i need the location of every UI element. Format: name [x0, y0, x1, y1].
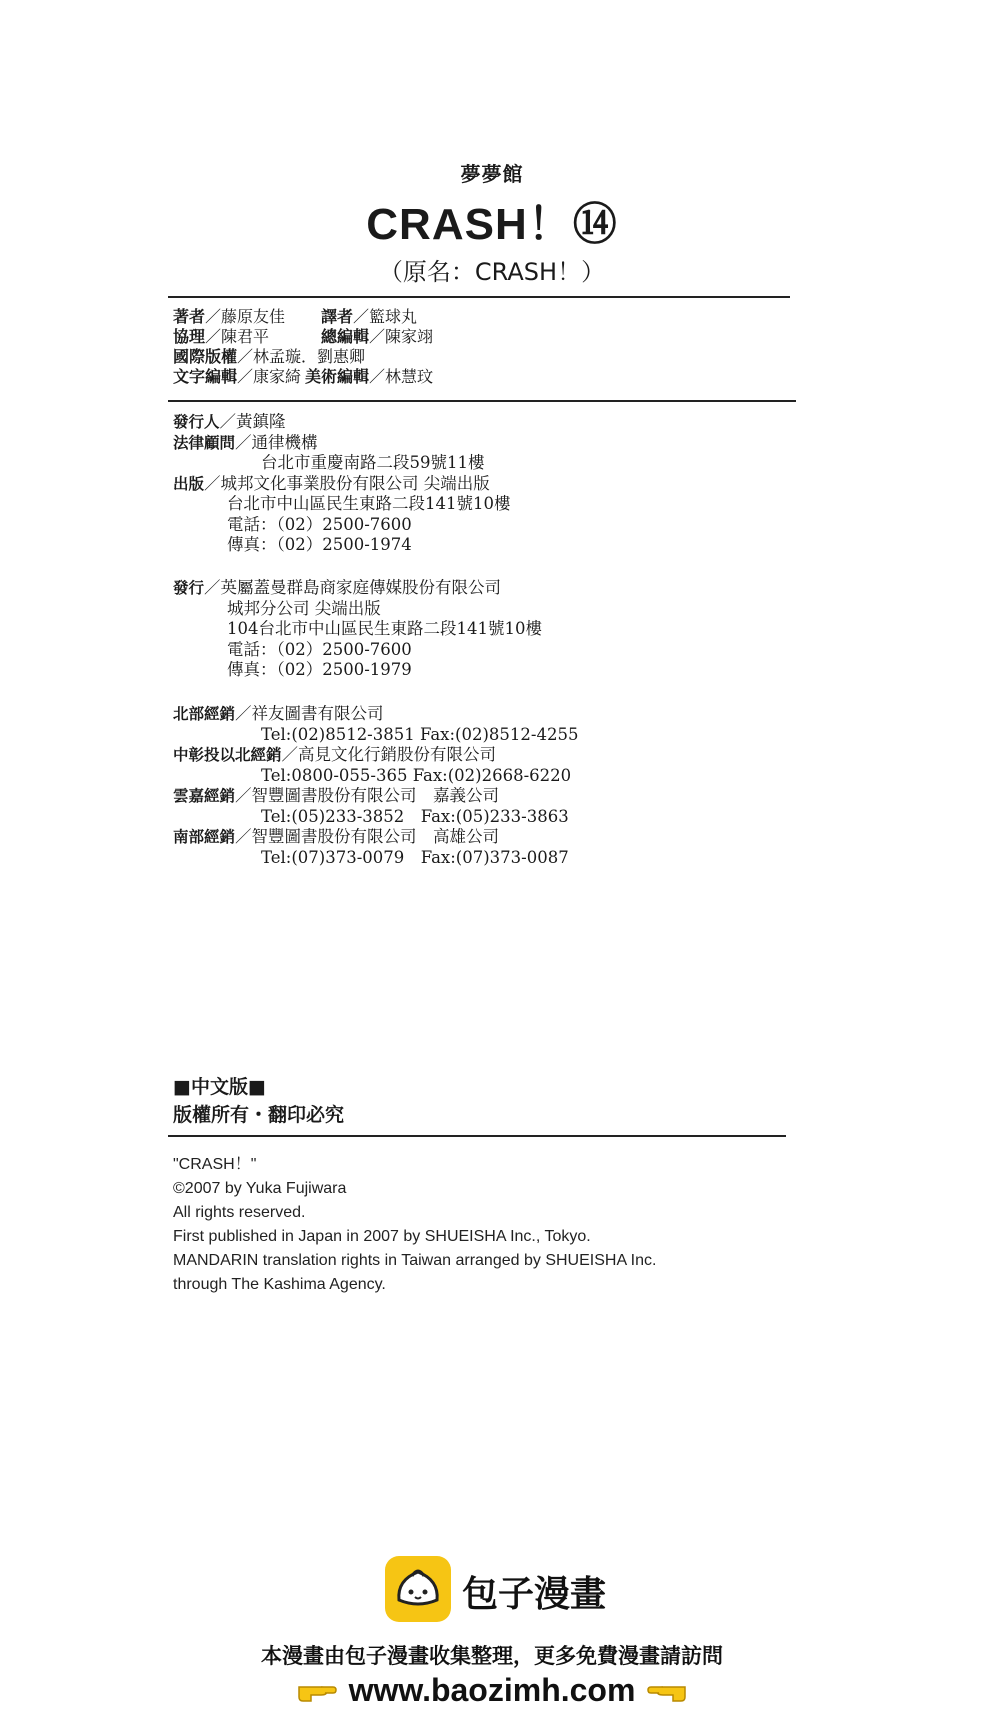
divider: [168, 400, 796, 402]
original-title: （原名：CRASH！）: [378, 258, 606, 286]
credit-row: 國際版權／林孟璇．劉惠卿: [173, 347, 366, 366]
divider: [168, 1135, 786, 1137]
brand-name: 包子漫畫: [462, 1574, 607, 1615]
watermark-url[interactable]: www.baozimh.com: [348, 1672, 636, 1708]
watermark-url-row: [0, 1672, 984, 1711]
book-title: CRASH！⑭: [366, 200, 618, 249]
credits-block: [173, 307, 433, 387]
baozi-logo-icon: [385, 1556, 451, 1622]
dealer-row: 雲嘉經銷／智豐圖書股份有限公司 嘉義公司: [173, 786, 500, 805]
dealer-row: 北部經銷／祥友圖書有限公司: [173, 704, 384, 723]
dealers-block: 北部經銷／祥友圖書有限公司 Tel:(02)8512-3851 Fax:(02)8512-4255 中彰投以北經銷／高見文化行銷股份有限公司 Tel:0800-055-365 Fax:(02)2668-6220 雲嘉經銷／智豐圖書股份有限公司 嘉義公司 Tel:(05)233-3852 Fax:(05)233-3863 南部經銷／智豐圖書股份有限公司 高雄公司 Tel:(07)373-0079 Fax:(07)373-0087: [173, 704, 579, 867]
dealer-row: 中彰投以北經銷／高見文化行銷股份有限公司: [173, 745, 497, 764]
watermark-notice: 本漫畫由包子漫畫收集整理，更多免費漫畫請訪問: [261, 1644, 723, 1668]
series-label: 夢夢館: [460, 162, 524, 186]
pointing-right-icon: [297, 1674, 337, 1711]
credit-row: 協理／陳君平 總編輯／陳家翊: [173, 327, 434, 346]
publisher-block: 發行人／黃鎮隆 法律顧問／通律機構 台北市重慶南路二段59號11樓 出版／城邦文化事業股份有限公司 尖端出版 台北市中山區民生東路二段141號10樓 電話：（02）2500-7600 傳真：（02）2500-1974: [173, 412, 511, 554]
edition-block: ■中文版■ 版權所有・翻印必究: [173, 1076, 345, 1126]
copyright-block: "CRASH！" ©2007 by Yuka Fujiwara All rights reserved. First published in Japan in 2007 by SHUEISHA Inc., Tokyo. MANDARIN translation rights in Taiwan arranged by SHUEISHA Inc. through The Kashima Agency.: [173, 1156, 657, 1293]
dealer-row: 南部經銷／智豐圖書股份有限公司 高雄公司: [173, 827, 500, 846]
credit-row: 文字編輯／康家綺 美術編輯／林慧玟: [173, 367, 434, 386]
credit-row: 著者／藤原友佳 譯者／籃球丸: [173, 307, 418, 326]
pointing-left-icon: [647, 1674, 687, 1711]
divider: [168, 296, 790, 298]
distributor-block: 發行／英屬蓋曼群島商家庭傳媒股份有限公司 城邦分公司 尖端出版 104台北市中山區民生東路二段141號10樓 電話：（02）2500-7600 傳真：（02）2500-1979: [173, 578, 542, 679]
